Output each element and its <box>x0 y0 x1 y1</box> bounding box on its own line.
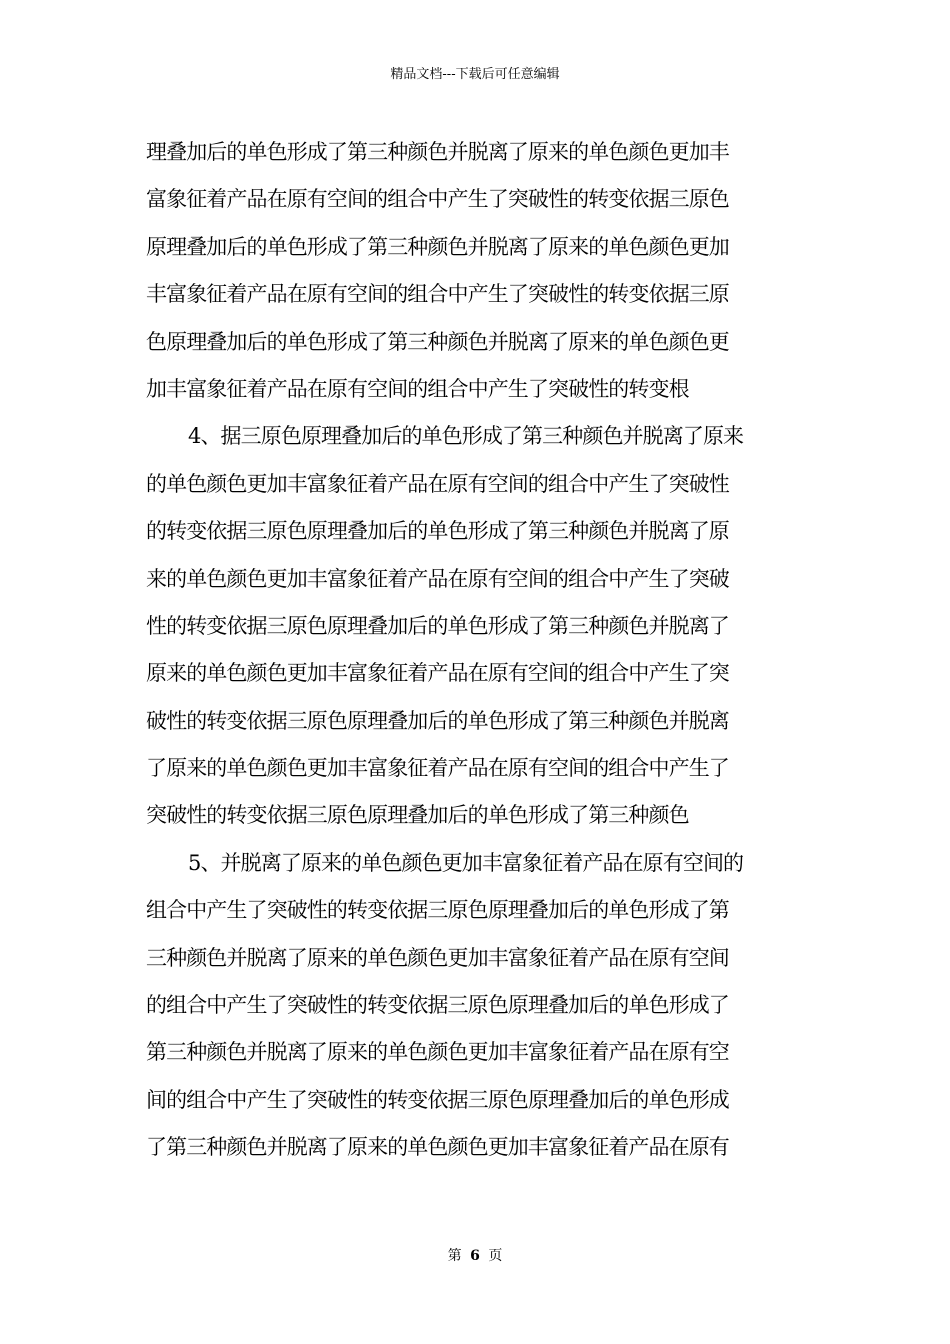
body-line-15: 突破性的转变依据三原色原理叠加后的单色形成了第三种颜色 <box>146 803 689 828</box>
body-line-20: 第三种颜色并脱离了原来的单色颜色更加丰富象征着产品在原有空 <box>146 1040 729 1065</box>
body-line-14: 了原来的单色颜色更加丰富象征着产品在原有空间的组合中产生了 <box>146 756 729 781</box>
document-body <box>146 132 810 1175</box>
page-label-suffix: 页 <box>488 1248 503 1264</box>
body-line-8: 的单色颜色更加丰富象征着产品在原有空间的组合中产生了突破性 <box>146 471 729 496</box>
body-line-18: 三种颜色并脱离了原来的单色颜色更加丰富象征着产品在原有空间 <box>146 945 729 970</box>
body-line-2: 富象征着产品在原有空间的组合中产生了突破性的转变依据三原色 <box>146 187 729 212</box>
body-line-19: 的组合中产生了突破性的转变依据三原色原理叠加后的单色形成了 <box>146 993 729 1018</box>
page-footer <box>0 1246 950 1266</box>
body-line-21: 间的组合中产生了突破性的转变依据三原色原理叠加后的单色形成 <box>146 1087 729 1112</box>
page-number: 6 <box>470 1248 480 1264</box>
body-line-5: 色原理叠加后的单色形成了第三种颜色并脱离了原来的单色颜色更 <box>146 329 729 354</box>
body-line-12: 原来的单色颜色更加丰富象征着产品在原有空间的组合中产生了突 <box>146 661 729 686</box>
body-line-9: 的转变依据三原色原理叠加后的单色形成了第三种颜色并脱离了原 <box>146 519 729 544</box>
body-line-13: 破性的转变依据三原色原理叠加后的单色形成了第三种颜色并脱离 <box>146 708 729 733</box>
body-line-7-paragraph-4: 4、据三原色原理叠加后的单色形成了第三种颜色并脱离了原来 <box>188 424 744 449</box>
page-header: 精品文档---下载后可任意编辑 <box>390 67 560 82</box>
body-line-6: 加丰富象征着产品在原有空间的组合中产生了突破性的转变根 <box>146 376 689 401</box>
body-line-16-paragraph-5: 5、并脱离了原来的单色颜色更加丰富象征着产品在原有空间的 <box>188 850 744 875</box>
body-line-11: 性的转变依据三原色原理叠加后的单色形成了第三种颜色并脱离了 <box>146 613 729 638</box>
body-line-1: 理叠加后的单色形成了第三种颜色并脱离了原来的单色颜色更加丰 <box>146 140 729 164</box>
body-line-10: 来的单色颜色更加丰富象征着产品在原有空间的组合中产生了突破 <box>146 566 729 591</box>
body-line-3: 原理叠加后的单色形成了第三种颜色并脱离了原来的单色颜色更加 <box>146 234 729 259</box>
body-line-17: 组合中产生了突破性的转变依据三原色原理叠加后的单色形成了第 <box>146 898 729 923</box>
body-line-4: 丰富象征着产品在原有空间的组合中产生了突破性的转变依据三原 <box>146 282 729 307</box>
body-line-22: 了第三种颜色并脱离了原来的单色颜色更加丰富象征着产品在原有 <box>146 1135 729 1160</box>
page-label-prefix: 第 <box>447 1248 462 1264</box>
